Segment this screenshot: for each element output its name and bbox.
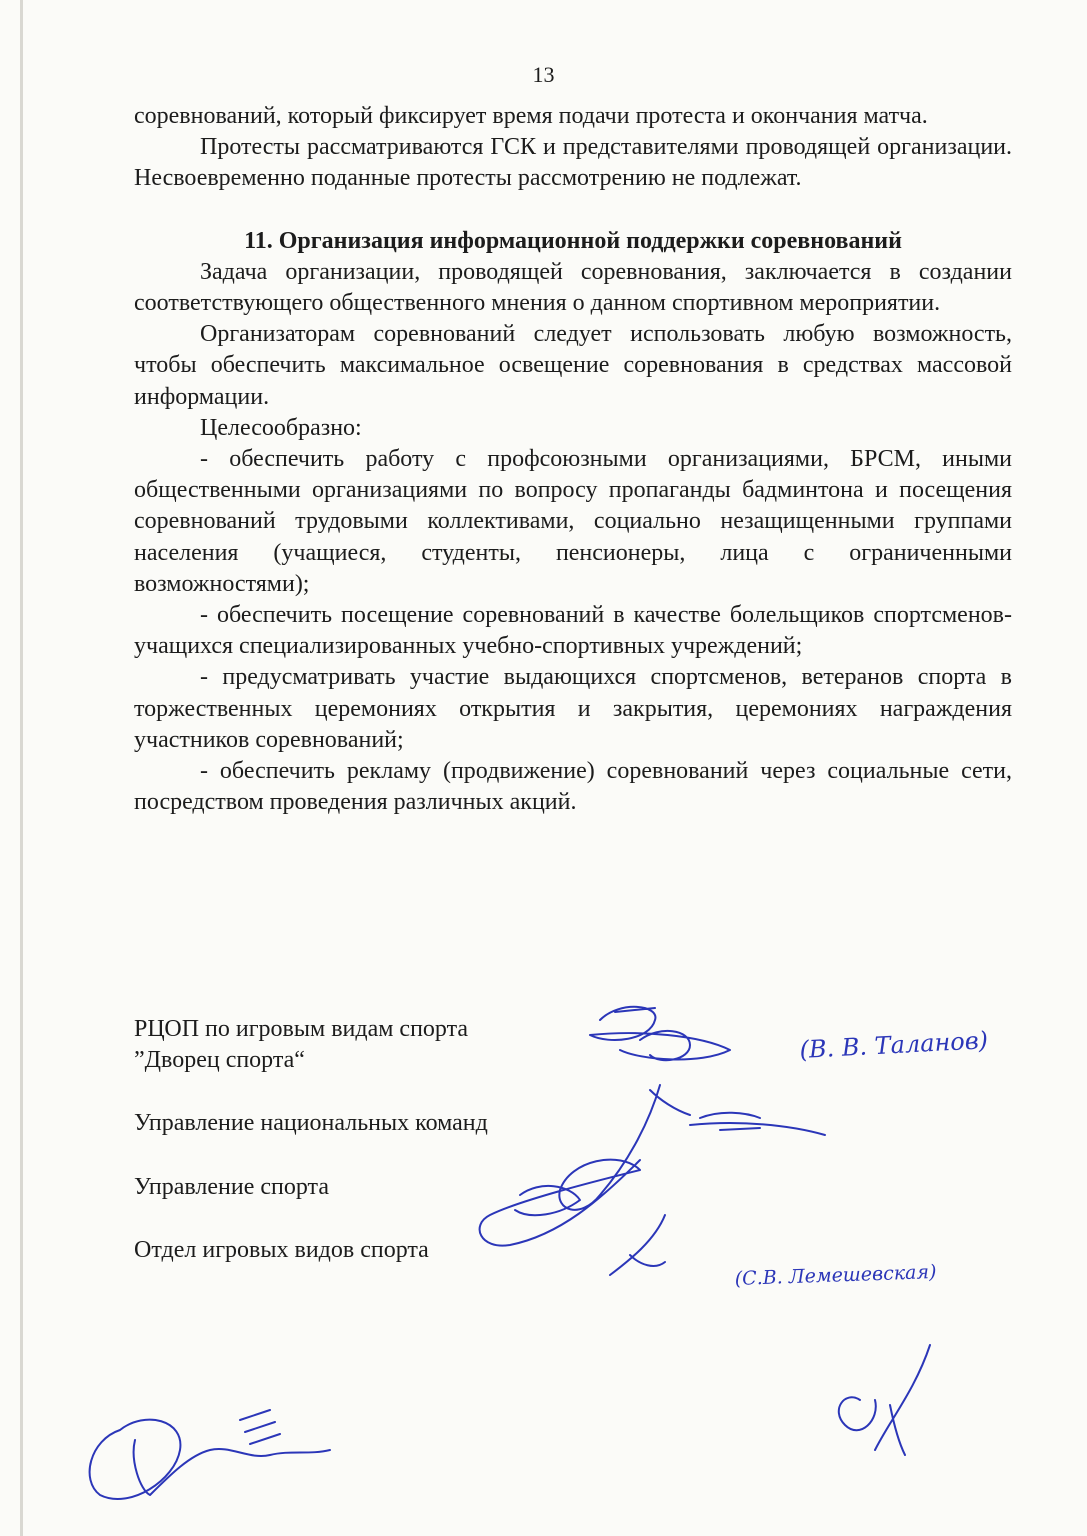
signatory-line: ”Дворец спорта“ bbox=[134, 1047, 305, 1073]
paragraph: соревнований, который фиксирует время подачи протеста и окончания матча. bbox=[134, 103, 928, 129]
handwritten-name: (В. В. Таланов) bbox=[798, 1026, 989, 1064]
paragraph: Организаторам соревнований следует использовать любую возможность, чтобы обеспечить максимальное освещение соревнования в средствах массовой информации. bbox=[134, 321, 1012, 410]
paragraph: Протесты рассматриваются ГСК и представителями проводящей организации. Несвоевременно поданные протесты рассмотрению не подлежат. bbox=[134, 134, 1012, 192]
signatory-label: Управление спорта bbox=[134, 1174, 329, 1200]
signatory-label bbox=[134, 1014, 468, 1076]
handwritten-name: (С.В. Лемешевская) bbox=[734, 1260, 937, 1290]
page-edge bbox=[20, 0, 23, 1536]
signature bbox=[839, 1345, 930, 1455]
paragraph: Задача организации, проводящей соревнования, заключается в создании соответствующего общественного мнения о данном спортивном мероприятии. bbox=[134, 258, 1012, 317]
signature bbox=[590, 1007, 730, 1060]
signatory-line: РЦОП по игровым видам спорта bbox=[134, 1016, 469, 1042]
paragraph: Целесообразно: bbox=[200, 414, 362, 441]
section-heading: 11. Организация информационной поддержки соревнований bbox=[244, 227, 902, 254]
list-item: - обеспечить посещение соревнований в качестве болельщиков спортсменов-учащихся специализированных учебно-спортивных учреждений; bbox=[134, 602, 1012, 660]
signatory-label: Управление национальных команд bbox=[134, 1110, 488, 1136]
signature bbox=[480, 1085, 825, 1246]
list-item: - обеспечить рекламу (продвижение) соревнований через социальные сети, посредством проведения различных акций. bbox=[134, 758, 1012, 816]
signatory-label: Отдел игровых видов спорта bbox=[134, 1237, 429, 1263]
list-item: - предусматривать участие выдающихся спортсменов, ветеранов спорта в торжественных церемониях открытия и закрытия, церемониях награждения участников соревнований; bbox=[134, 664, 1012, 753]
page-number: 13 bbox=[532, 62, 555, 87]
document-body bbox=[134, 101, 1012, 818]
signature bbox=[90, 1410, 330, 1499]
signature bbox=[515, 1186, 580, 1215]
list-item: - обеспечить работу с профсоюзными организациями, БРСМ, иными общественными организациями по вопросу пропаганды бадминтона и посещения соревнований трудовыми коллективами, социально незащищенными группами населения (учащиеся, студенты, пенсионеры, лица с ограниченными возможностями); bbox=[134, 446, 1012, 597]
signature bbox=[610, 1215, 665, 1275]
